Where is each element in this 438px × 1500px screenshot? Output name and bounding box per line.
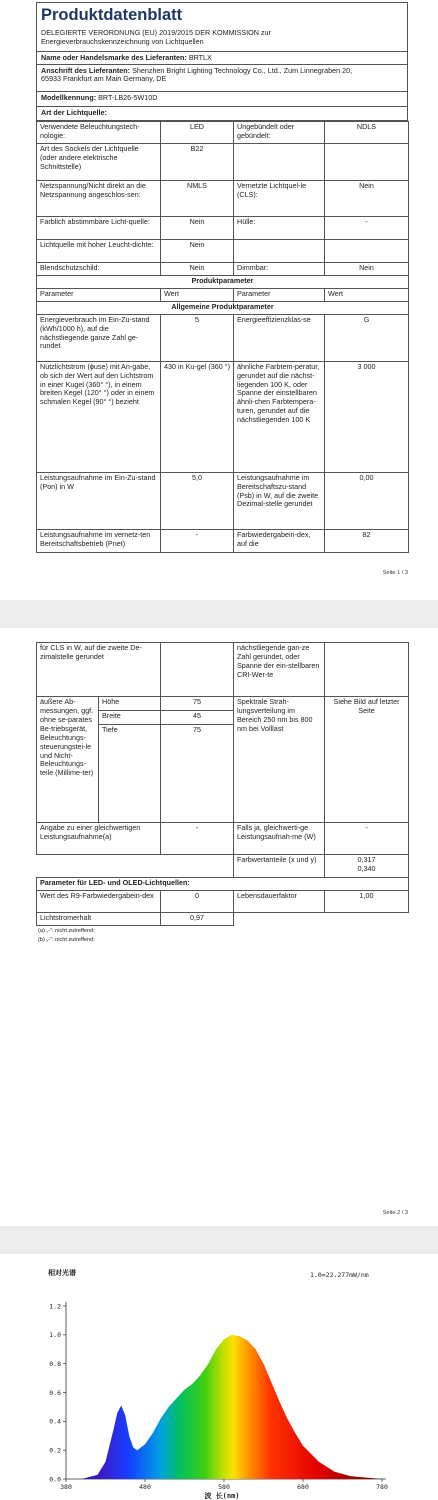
table-row [37,823,409,855]
cell-empty [161,643,234,697]
cell-label: Ungebündelt oder gebündelt: [234,121,325,143]
cell-label: Art des Sockels der Lichtquelle (oder andere elektrische Schnittstelle) [37,143,161,180]
table-row [37,262,409,275]
model-row [36,92,408,107]
datasheet-page-1 [0,0,438,600]
cell-value: Nein [161,216,234,239]
cell-label: Spektrale Strah-lungsverteilung im Bereich 250 nm bis 800 nm bei Volllast [234,697,325,823]
parameters-table-continued [36,642,409,926]
x-tick-label: 580 [218,1483,230,1491]
cell-value-color-coordinates [325,855,409,878]
cell-value: 5,0 [161,472,234,529]
table-row [37,301,409,314]
cell-label: Angabe zu einer gleichwertigen Leistungsaufnahme(a) [37,823,161,855]
cell-label: Falls ja, gleichwerti-ge Leistungsaufnah-me (W) [234,823,325,855]
cell-label: Vernetzte Lichtquel-le (CLS): [234,180,325,216]
cell-value: NDLS [325,121,409,143]
cell-label: nächstliegende gan-ze Zahl gerundet, oder Spanne der ein-stellbaren CRI-Wer-te [234,643,325,697]
cell-label: Leistungsaufnahme im Bereitschaftszu-stand (Psb) in W, auf die zweite Dezimal-stelle gerundet [234,472,325,529]
regulation-line-1: DELEGIERTE VERORDNUNG (EU) 2019/2015 DER KOMMISSION zur [41,28,271,38]
table-row [37,216,409,239]
cell-label: Nutzlichtstrom (ɸuse) mit An-gabe, ob sich der Wert auf den Lichtstrom in einer Kugel (360° °), in einem breiten Kegel (120° °) oder in einem schmalen Kegel (90° °) bezieht [37,361,161,472]
cell-label: Leistungsaufnahme im Ein-Zu-stand (Pon) in W [37,472,161,529]
x-tick-label: 480 [139,1483,151,1491]
table-row [37,180,409,216]
table-row [37,891,409,913]
y-tick-label: 0.2 [49,1446,61,1455]
table-row [37,643,409,697]
cell-value: B22 [161,143,234,180]
cell-label: Wert des R9-Farbwiedergabein-dex [37,891,161,913]
cell-value: G [325,314,409,361]
cell-value: - [325,823,409,855]
cell-label: Blendschutzschild: [37,262,161,275]
page-number: Seite 2 / 3 [382,1210,408,1216]
cell-value: - [325,216,409,239]
x-tick-label: 780 [376,1483,388,1491]
lightsource-table [36,121,409,553]
y-tick-label: 1.0 [49,1331,61,1340]
table-row [37,878,409,891]
cell-value: 82 [325,529,409,552]
datasheet-page-2 [0,628,438,1226]
cell-value: 1,00 [325,891,409,913]
datasheet-content [36,2,408,553]
table-row [37,855,409,878]
cell-empty [234,143,325,180]
model-value: BRT-LB26-5W10D [98,92,158,102]
x-tick-label: 380 [60,1483,72,1491]
supplier-name-row [36,52,408,65]
datasheet-content [36,642,408,944]
cell-label: Farblich abstimmbare Licht-quelle: [37,216,161,239]
cell-value: 45 [161,711,234,725]
chart-annotation: 1.0=22.277mW/nm [310,1271,369,1279]
chart-title: 相对光谱 [48,1269,76,1277]
page-separator [0,1226,438,1254]
cell-value: 430 in Ku-gel (360 °) [161,361,234,472]
supplier-address-label: Anschrift des Lieferanten: [41,65,131,75]
cell-empty [325,913,409,926]
cell-value: 0 [161,891,234,913]
chart-marks [66,1335,382,1479]
spectrum-area [66,1335,382,1479]
cell-label: Lebensdauerfaktor [234,891,325,913]
cell-label: Leistungsaufnahme im vernetz-ten Bereitschaftsbetrieb (Pnet) [37,529,161,552]
cell-value: 75 [161,697,234,711]
cell-value: Nein [325,262,409,275]
cell-empty [234,239,325,262]
table-row [37,697,409,711]
section-title-allgemeine: Allgemeine Produktparameter [37,301,409,314]
cell-empty [325,143,409,180]
cell-label: ähnliche Farbtem-peratur, gerundet auf die nächst-liegenden 100 K, oder Spanne der einstellbaren ähnli-chen Farbtempera-turen, gerundet auf die nächstliegenden 100 K [234,361,325,472]
spectrum-page [0,1254,438,1500]
page-separator [0,600,438,628]
section-title-led: Parameter für LED- und OLED-Lichtquellen: [37,878,409,891]
page-title: Produktdatenblatt [41,6,183,24]
cell-label: Verwendete Beleuchtungstech-nologie: [37,121,161,143]
cell-label: Energieeffizienzklas-se [234,314,325,361]
x-tick-label: 680 [297,1483,309,1491]
table-row [37,288,409,301]
cell-label: Breite [99,711,161,725]
supplier-name-value: BRTLX [188,52,212,62]
cell-label: Lichtstromerhalt [37,913,161,926]
cell-value: 0,97 [161,913,234,926]
supplier-name-label: Name oder Handelsmarke des Lieferanten: [41,52,187,62]
cell-label: Höhe [99,697,161,711]
table-row [37,913,409,926]
supplier-address-line-1: Shenzhen Bright Lighting Technology Co., Ltd., Zum Linnegraben 20, [132,65,353,75]
model-label: Modellkennung: [41,92,97,102]
cell-empty [234,913,325,926]
cell-empty [325,239,409,262]
y-tick-label: 0.4 [49,1417,61,1426]
light-type-header: Art der Lichtquelle: [36,107,408,121]
cell-value: Siehe Bild auf letzter Seite [325,697,409,823]
cell-label: Farbwiedergabein-dex, auf die [234,529,325,552]
page-number: Seite 1 / 3 [382,570,408,576]
cell-label: Hülle: [234,216,325,239]
supplier-address-row [36,65,408,92]
y-tick-label: 0.6 [49,1388,61,1397]
y-tick-label: 1.2 [49,1302,61,1311]
table-row [37,472,409,529]
y-tick-label: 0.0 [49,1475,61,1484]
cell-label: Lichtquelle mit hoher Leucht-dichte: [37,239,161,262]
cell-value: Nein [325,180,409,216]
cell-value: 5 [161,314,234,361]
cell-empty [325,643,409,697]
section-title-produktparameter: Produktparameter [37,275,409,288]
footnote-a: (a) „-“: nicht zutreffend; [38,928,95,934]
cell-label: Netzspannung/Nicht direkt an die Netzspannung angeschlos-sen: [37,180,161,216]
table-row [37,239,409,262]
spectrum-chart [0,1254,438,1500]
cell-label: Farbwertanteile (x und y) [234,855,325,878]
cell-label: äußere Ab-messungen, ggf. ohne se-parates Be-triebsgerät, Beleuchtungs-steuerungstei-le und Nicht-Beleuchtungs-teile (Millime-ter) [37,697,99,823]
cell-label: Energieverbrauch im Ein-Zu-stand (kWh/1000 h), auf die nächstliegende ganze Zahl ge-rundet [37,314,161,361]
regulation-line-2: Energieverbrauchskennzeichnung von Lichtquellen [41,36,204,46]
cell-value: LED [161,121,234,143]
cell-empty [37,855,234,878]
cell-value: NMLS [161,180,234,216]
cell-value: 75 [161,725,234,823]
x-axis-label: 波 长(nm) [204,1492,240,1500]
cell-label: Tiefe [99,725,161,823]
column-header: Parameter [37,288,161,301]
title-box [36,2,408,52]
column-header: Wert [161,288,234,301]
table-row [37,143,409,180]
y-tick-label: 0.8 [49,1359,61,1368]
column-header: Parameter [234,288,325,301]
cell-value: Nein [161,239,234,262]
color-y-value: 0,340 [357,863,376,873]
column-header: Wert [325,288,409,301]
supplier-address-line-2: 65933 Frankfurt am Main Germany, DE [41,74,167,84]
footnote-b: (b) „-“: nicht zutreffend; [38,936,95,943]
table-row [37,314,409,361]
cell-value: Nein [161,262,234,275]
cell-value: - [161,823,234,855]
cell-label: für CLS in W, auf die zweite De-zimalstelle gerundet [37,643,161,697]
table-row [37,529,409,552]
color-x-value: 0,317 [357,855,376,864]
cell-value: 0,00 [325,472,409,529]
cell-value: - [161,529,234,552]
table-row [37,121,409,143]
cell-label: Dimmbar: [234,262,325,275]
table-row [37,275,409,288]
table-row [37,361,409,472]
cell-value: 3 000 [325,361,409,472]
